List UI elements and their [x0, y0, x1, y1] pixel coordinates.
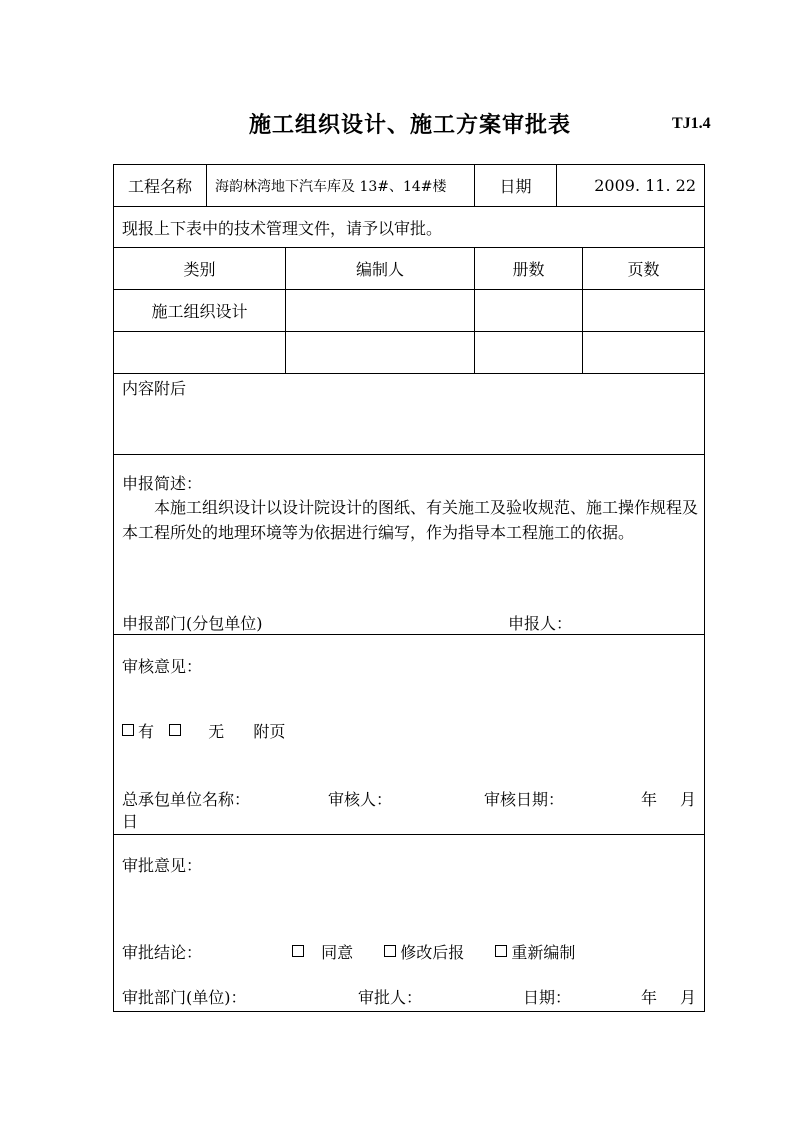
report-body[interactable]: 本施工组织设计以设计院设计的图纸、有关施工及验收规范、施工操作规程及本工程所处的地理环境等为依据进行编写，作为指导本工程施工的依据。	[122, 498, 699, 542]
approval-year-label: 年	[641, 988, 658, 1007]
table-row	[114, 290, 704, 332]
table-row	[114, 332, 704, 374]
project-row	[114, 165, 704, 207]
report-heading: 申报简述：	[122, 474, 203, 493]
attach-page-label: 附页	[253, 722, 286, 741]
review-month-label: 月	[680, 790, 697, 809]
attachment-row	[114, 374, 704, 455]
pages-cell[interactable]	[583, 332, 704, 373]
category-cell[interactable]	[114, 332, 286, 373]
project-name-label: 工程名称	[114, 165, 207, 206]
report-person-label: 申报人：	[508, 614, 573, 633]
column-header-volumes: 册数	[475, 248, 583, 289]
column-header-pages: 页数	[627, 260, 660, 279]
none-option-label: 无	[208, 722, 225, 741]
table-header-row	[114, 248, 704, 290]
report-section	[114, 455, 704, 635]
date-value[interactable]: 2009. 11. 22	[594, 176, 696, 195]
none-checkbox[interactable]	[169, 724, 181, 736]
revise-option-label: 修改后报	[400, 943, 465, 962]
approval-date-label: 日期：	[523, 988, 572, 1007]
review-date-label: 审核日期：	[484, 790, 565, 809]
approver-label: 审批人：	[358, 988, 423, 1007]
attachment-text: 内容附后	[122, 379, 187, 398]
has-checkbox[interactable]	[122, 724, 134, 736]
report-dept-label: 申报部门(分包单位)	[122, 614, 263, 633]
approval-section	[114, 835, 704, 1011]
contractor-label: 总承包单位名称：	[122, 790, 251, 809]
recompile-checkbox[interactable]	[495, 945, 507, 957]
form-code: TJ1.4	[672, 115, 711, 132]
pages-cell[interactable]	[583, 290, 704, 331]
project-name-value[interactable]: 海韵林湾地下汽车库及 13#、14#楼	[207, 165, 475, 206]
intro-text: 现报上下表中的技术管理文件，请予以审批。	[122, 218, 443, 238]
column-header-category: 类别	[114, 248, 286, 289]
approval-dept-label: 审批部门(单位)：	[122, 988, 247, 1007]
review-day-label: 日	[122, 812, 139, 831]
author-cell[interactable]	[286, 290, 475, 331]
review-year-label: 年	[641, 790, 658, 809]
column-header-author: 编制人	[286, 248, 475, 289]
approval-form-table	[113, 164, 705, 1012]
approval-month-label: 月	[680, 988, 697, 1007]
date-label: 日期	[475, 165, 557, 206]
recompile-option-label: 重新编制	[511, 943, 576, 962]
reviewer-label: 审核人：	[328, 790, 393, 809]
category-cell[interactable]: 施工组织设计	[114, 290, 286, 331]
review-heading: 审核意见：	[122, 657, 203, 676]
review-options	[122, 719, 285, 742]
conclusion-label: 审批结论：	[122, 943, 203, 962]
revise-checkbox[interactable]	[384, 945, 396, 957]
approval-heading: 审批意见：	[122, 856, 203, 875]
has-option-label: 有	[138, 722, 155, 741]
review-section	[114, 635, 704, 835]
volumes-cell[interactable]	[475, 332, 583, 373]
agree-checkbox[interactable]	[292, 945, 304, 957]
volumes-cell[interactable]	[475, 290, 583, 331]
form-title: 施工组织设计、施工方案审批表	[248, 112, 571, 138]
conclusion-options	[292, 940, 575, 963]
intro-row	[114, 207, 704, 248]
agree-option-label: 同意	[321, 943, 354, 962]
author-cell[interactable]	[286, 332, 475, 373]
